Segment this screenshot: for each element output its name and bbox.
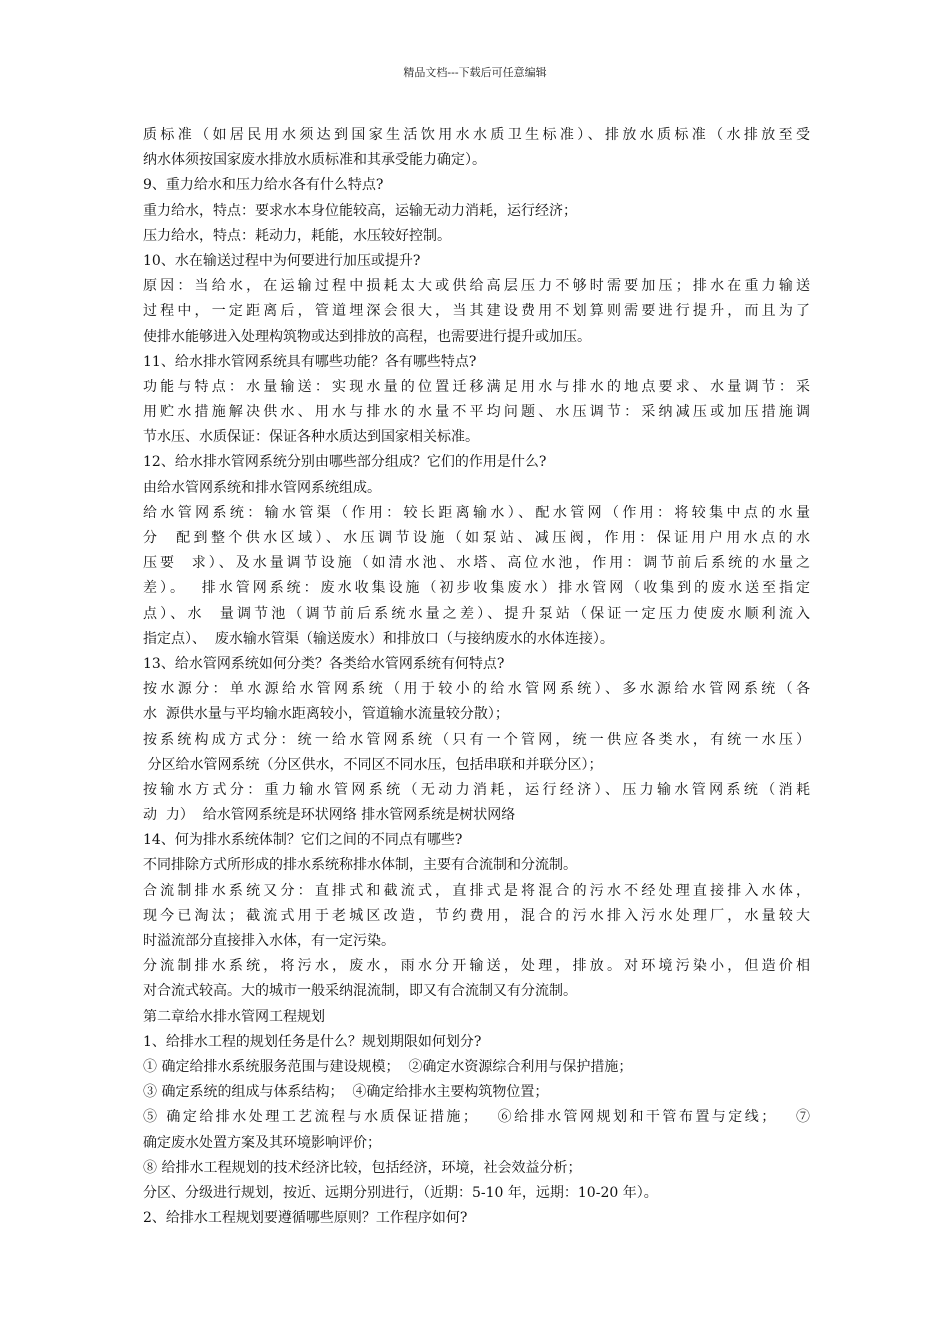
text-line: 12、给水排水管网系统分别由哪些部分组成？它们的作用是什么? [143,454,547,471]
text-line: 对合流式较高。大的城市一般采纳混流制，即又有合流制又有分流制。 [143,983,577,1000]
text-line: 分区给水管网系统（分区供水，不同区不同水压，包括串联和并联分区）； [143,756,603,773]
text-line: 1、给排水工程的规划任务是什么？规划期限如何划分? [143,1033,482,1050]
text-line: 现今已淘汰；截流式用于老城区改造，节约费用，混合的污水排入污水处理厂，水量较大 [143,907,810,924]
text-line: 节水压、水质保证：保证各种水质达到国家相关标准。 [143,429,479,446]
text-line: 确定废水处置方案及其环境影响评价； [143,1134,381,1151]
text-line: 给水管网系统：输水管渠（作用：较长距离输水）、配水管网（作用：将较集中点的水量 [143,504,810,521]
text-line: 合流制排水系统又分：直排式和截流式，直排式是将混合的污水不经处理直接排入水体， [143,882,810,899]
text-line: 分流制排水系统，将污水，废水，雨水分开输送，处理，排放。对环境污染小，但造价相 [143,958,810,975]
text-line: 功能与特点：水量输送：实现水量的位置迁移满足用水与排水的地点要求、水量调节：采 [143,378,810,395]
text-line: 差）。 排水管网系统：废水收集设施（初步收集废水）排水管网（收集到的废水送至指定 [143,580,810,597]
text-line: ⑧ 给排水工程规划的技术经济比较，包括经济，环境，社会效益分析； [143,1159,582,1176]
text-line: 10、水在输送过程中为何要进行加压或提升? [143,252,421,269]
text-line: 水 源供水量与平均输水距离较小，管道输水流量较分散）； [143,706,509,723]
page-header: 精品文档---下载后可任意编辑 [403,66,547,79]
text-line: 时溢流部分直接排入水体，有一定污染。 [143,933,395,949]
text-line: 第二章给水排水管网工程规划 [143,1008,325,1025]
text-line: 分 配到整个供水区域）、水压调节设施（如泵站、减压阀，作用：保证用户用水点的水 [143,530,810,546]
document-body [143,123,810,1231]
text-line: 指定点）、 废水输水管渠（输送废水）和排放口（与接纳废水的水体连接）。 [143,630,614,647]
text-line: ③ 确定系统的组成与体系结构； ④确定给排水主要构筑物位置； [143,1084,549,1101]
text-line: 不同排除方式所形成的排水系统称排水体制，主要有合流制和分流制。 [143,857,577,874]
text-line: 分区、分级进行规划，按近、远期分别进行，（近期：5-10 年，远期：10-20 年）。 [143,1184,658,1201]
text-line: 压力给水，特点：耗动力，耗能，水压较好控制。 [143,227,451,244]
text-line: 过程中，一定距离后，管道埋深会很大，当其建设费用不划算则需要进行提升，而且为了 [143,303,810,320]
text-line: 重力给水，特点：要求水本身位能较高，运输无动力消耗，运行经济； [143,202,577,219]
text-line: 用贮水措施解决供水、用水与排水的水量不平均问题、水压调节：采纳减压或加压措施调 [143,404,810,421]
text-line: 按输水方式分：重力输水管网系统（无动力消耗，运行经济）、压力输水管网系统（消耗 [143,781,810,798]
text-line: 纳水体须按国家废水排放水质标准和其承受能力确定）。 [143,152,486,169]
text-line: 2、给排水工程规划要遵循哪些原则？工作程序如何? [143,1210,468,1227]
text-line: 动 力） 给水管网系统是环状网络 排水管网系统是树状网络 [143,807,516,824]
text-line: 11、给水排水管网系统具有哪些功能？各有哪些特点? [143,353,477,370]
text-line: 压要 求）、及水量调节设施（如清水池、水塔、高位水池，作用：调节前后系统的水量之 [143,555,810,572]
text-line: 点）、水 量调节池（调节前后系统水量之差）、提升泵站（保证一定压力使废水顺利流入 [143,605,810,622]
text-line: 由给水管网系统和排水管网系统组成。 [143,479,381,496]
text-line: 13、给水管网系统如何分类？各类给水管网系统有何特点? [143,655,505,672]
text-line: 按水源分：单水源给水管网系统（用于较小的给水管网系统）、多水源给水管网系统（各 [143,681,810,698]
text-line: ⑤ 确定给排水处理工艺流程与水质保证措施； ⑥给排水管网规划和干管布置与定线； ⑦ [143,1109,810,1126]
text-line: 原因：当给水，在运输过程中损耗太大或供给高层压力不够时需要加压；排水在重力输送 [143,278,810,295]
text-line: 按系统构成方式分：统一给水管网系统（只有一个管网，统一供应各类水，有统一水压） [143,731,810,748]
text-line: 使排水能够进入处理构筑物或达到排放的高程，也需要进行提升或加压。 [143,328,591,345]
text-line: 质标准（如居民用水须达到国家生活饮用水水质卫生标准）、排放水质标准（水排放至受 [143,127,810,143]
text-line: ① 确定给排水系统服务范围与建设规模； ②确定水资源综合利用与保护措施； [143,1058,633,1075]
text-line: 14、何为排水系统体制？它们之间的不同点有哪些? [143,832,463,849]
text-line: 9、重力给水和压力给水各有什么特点? [143,177,384,194]
